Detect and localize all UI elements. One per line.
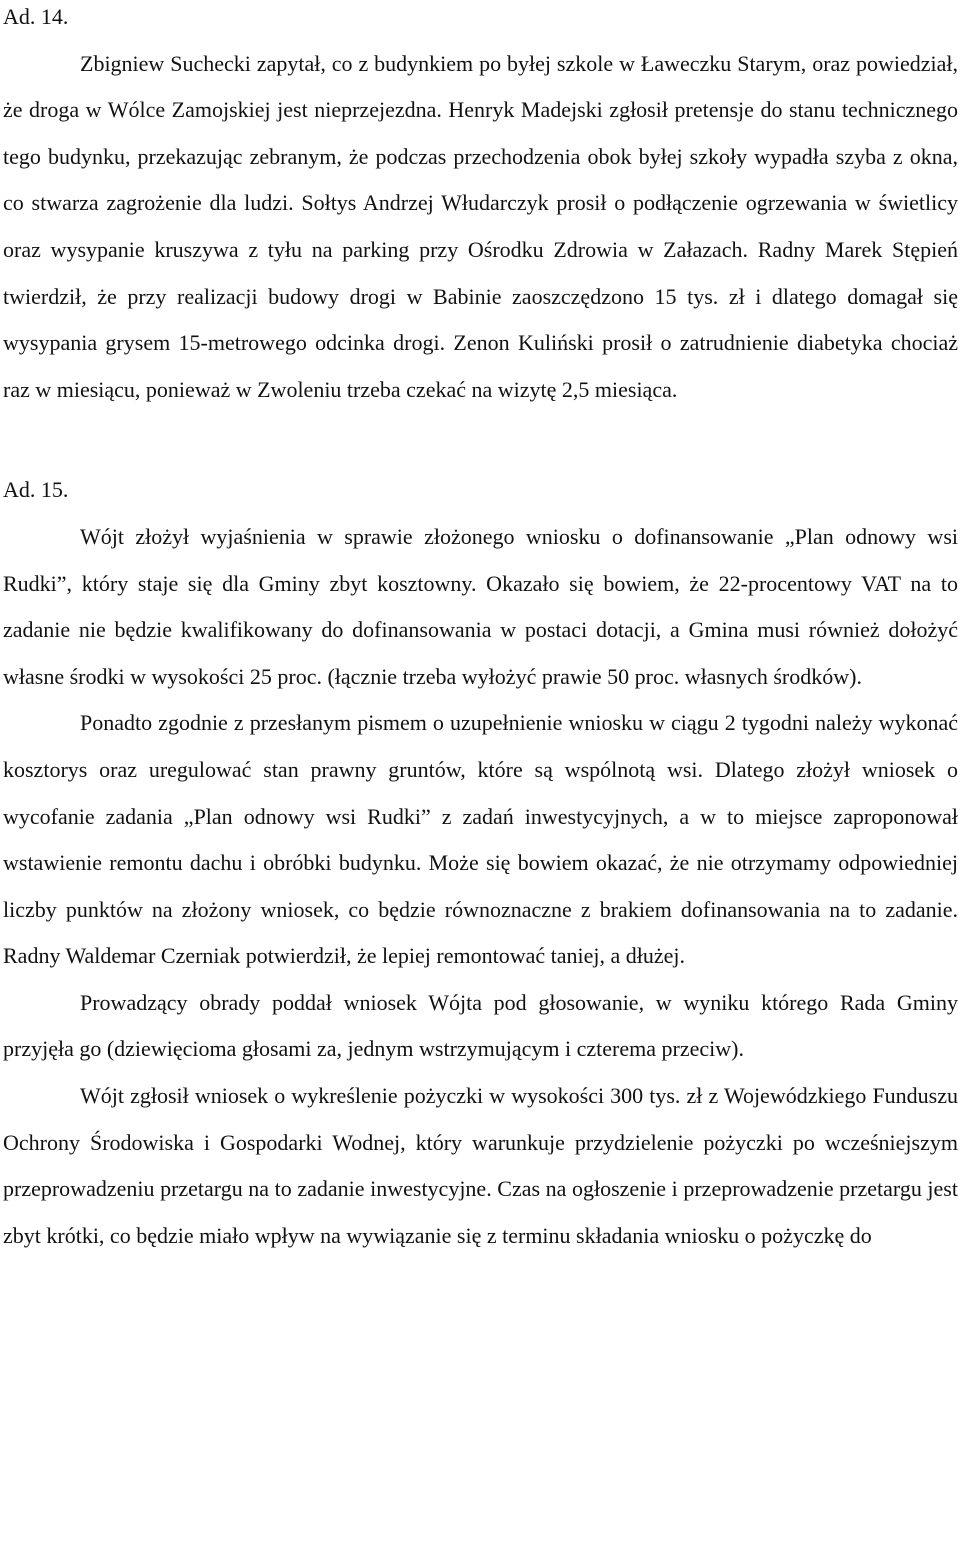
paragraph: Wójt złożył wyjaśnienia w sprawie złożonego wniosku o dofinansowanie „Plan odnowy wsi Rudki”, który staje się dla Gminy zbyt kosztowny. Okazało się bowiem, że 22-procentowy VAT na to zadanie nie będzie kwalifikowany do dofinansowania w postaci dotacji, a Gmina musi również dołożyć własne środki w wysokości 25 proc. (łącznie trzeba wyłożyć prawie 50 proc. własnych środków). [3,523,958,689]
section-ad-14 [3,0,958,413]
section-heading: Ad. 15. [3,477,69,503]
paragraph: Zbigniew Suchecki zapytał, co z budynkiem po byłej szkole w Ławeczku Starym, oraz powiedział, że droga w Wólce Zamojskiej jest nieprzejezdna. Henryk Madejski zgłosił pretensje do stanu technicznego tego budynku, przekazując zebranym, że podczas przechodzenia obok byłej szkoły wypadła szyba z okna, co stwarza zagrożenie dla ludzi. Sołtys Andrzej Włudarczyk prosił o podłączenie ogrzewania w świetlicy oraz wysypanie kruszywa z tyłu na parking przy Ośrodku Zdrowia w Załazach. Radny Marek Stępień twierdził, że przy realizacji budowy drogi w Babinie zaoszczędzono 15 tys. zł i dlatego domagał się wysypania grysem 15-metrowego odcinka drogi. Zenon Kuliński prosił o zatrudnienie diabetyka chociaż raz w miesiącu, ponieważ w Zwoleniu trzeba czekać na wizytę 2,5 miesiąca. [3,50,958,402]
document-page [3,0,958,1259]
paragraph: Wójt zgłosił wniosek o wykreślenie pożyczki w wysokości 300 tys. zł z Wojewódzkiego Funduszu Ochrony Środowiska i Gospodarki Wodnej, który warunkuje przydzielenie pożyczki po wcześniejszym przeprowadzeniu przetargu na to zadanie inwestycyjne. Czas na ogłoszenie i przeprowadzenie przetargu jest zbyt krótki, co będzie miało wpływ na wywiązanie się z terminu składania wniosku o pożyczkę do [3,1083,958,1248]
section-heading: Ad. 14. [3,4,69,29]
section-spacer [3,413,958,467]
paragraph: Prowadzący obrady poddał wniosek Wójta pod głosowanie, w wyniku którego Rada Gminy przyjęła go (dziewięcioma głosami za, jednym wstrzymującym i czterema przeciw). [3,989,958,1062]
section-ad-15 [3,467,958,1259]
paragraph: Ponadto zgodnie z przesłanym pismem o uzupełnienie wniosku w ciągu 2 tygodni należy wykonać kosztorys oraz uregulować stan prawny gruntów, które są wspólnotą wsi. Dlatego złożył wniosek o wycofanie zadania „Plan odnowy wsi Rudki” z zadań inwestycyjnych, a w to miejsce zaproponował wstawienie remontu dachu i obróbki budynku. Może się bowiem okazać, że nie otrzymamy odpowiedniej liczby punktów na złożony wniosek, co będzie równoznaczne z brakiem dofinansowania na to zadanie. Radny Waldemar Czerniak potwierdził, że lepiej remontować taniej, a dłużej. [3,710,958,969]
